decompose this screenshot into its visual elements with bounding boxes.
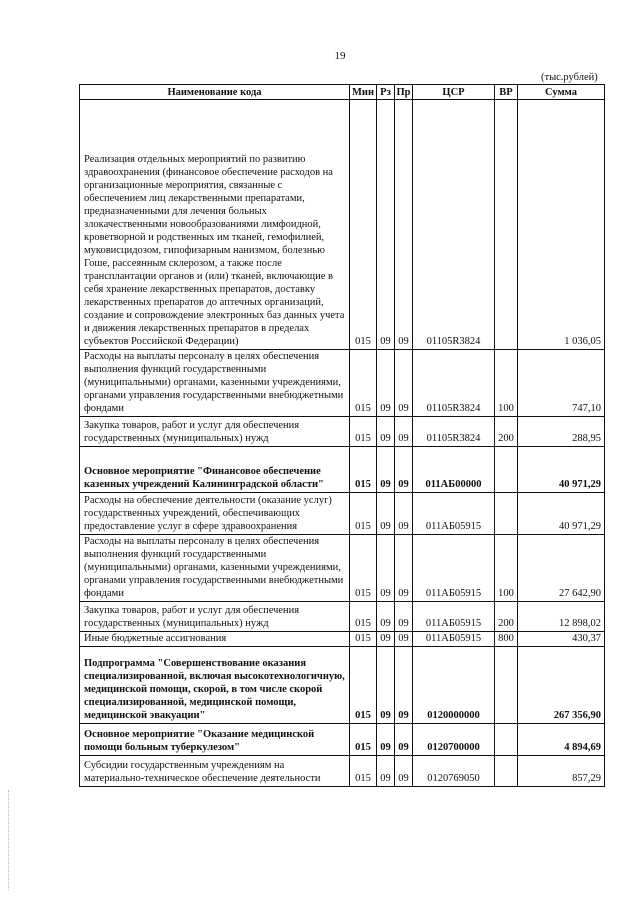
row-sum: 40 971,29 [518, 493, 605, 535]
row-vr [495, 447, 518, 493]
table-row [80, 447, 605, 493]
row-sum: 12 898,02 [518, 602, 605, 632]
row-rz: 09 [377, 647, 395, 724]
table-row [80, 756, 605, 787]
row-name: Подпрограмма "Совершенствование оказания специализированной, включая высокотехнологичную, медицинской помощи, скорой, в том числе скорой специализированной, медицинской помощи, медицинской эвакуации" [80, 647, 350, 724]
row-min: 015 [350, 632, 377, 647]
row-sum: 430,37 [518, 632, 605, 647]
row-rz: 09 [377, 602, 395, 632]
row-vr [495, 724, 518, 756]
row-pr: 09 [395, 350, 413, 417]
row-csr: 0120000000 [413, 647, 495, 724]
row-rz: 09 [377, 100, 395, 350]
row-sum: 857,29 [518, 756, 605, 787]
row-csr: 011АБ00000 [413, 447, 495, 493]
row-sum: 747,10 [518, 350, 605, 417]
row-sum: 288,95 [518, 417, 605, 447]
row-vr [495, 493, 518, 535]
row-csr: 011АБ05915 [413, 493, 495, 535]
row-name: Закупка товаров, работ и услуг для обеспечения государственных (муниципальных) нужд [80, 602, 350, 632]
row-pr: 09 [395, 647, 413, 724]
row-vr [495, 647, 518, 724]
row-min: 015 [350, 756, 377, 787]
header-csr: ЦСР [413, 85, 495, 100]
row-rz: 09 [377, 493, 395, 535]
header-min: Мин [350, 85, 377, 100]
row-vr: 100 [495, 535, 518, 602]
row-pr: 09 [395, 756, 413, 787]
row-vr: 200 [495, 417, 518, 447]
row-pr: 09 [395, 535, 413, 602]
row-vr [495, 756, 518, 787]
row-name: Расходы на выплаты персоналу в целях обеспечения выполнения функций государственными (муниципальными) органами, казенными учреждениями, органами управления государственными внебюджетными фондами [80, 535, 350, 602]
row-min: 015 [350, 602, 377, 632]
row-min: 015 [350, 493, 377, 535]
row-sum: 40 971,29 [518, 447, 605, 493]
table-row [80, 602, 605, 632]
units-label: (тыс.рублей) [541, 72, 598, 83]
header-sum: Сумма [518, 85, 605, 100]
table-row [80, 724, 605, 756]
row-min: 015 [350, 447, 377, 493]
row-sum: 267 356,90 [518, 647, 605, 724]
page-number: 19 [334, 50, 346, 62]
row-csr: 01105R3824 [413, 100, 495, 350]
row-name: Реализация отдельных мероприятий по развитию здравоохранения (финансовое обеспечение расходов на организационные мероприятия, связанные с обеспечением лиц лекарственными препаратами, предназначенными для лечения больных злокачественными новообразованиями лимфоидной, кроветворной и родственных им тканей, гемофилией, муковисцидозом, гипофизарным нанизмом, болезнью Гоше, рассеянным склерозом, а также после трансплантации органов и (или) тканей, включающие в себя хранение лекарственных препаратов, доставку лекарственных препаратов до аптечных организаций, создание и сопровождение электронных баз данных учета и движения лекарственных препаратов в пределах субъектов Российской Федерации) [80, 100, 350, 350]
row-min: 015 [350, 724, 377, 756]
row-name: Основное мероприятие "Оказание медицинской помощи больным туберкулезом" [80, 724, 350, 756]
row-vr [495, 100, 518, 350]
row-name: Иные бюджетные ассигнования [80, 632, 350, 647]
row-sum: 1 036,05 [518, 100, 605, 350]
row-csr: 011АБ05915 [413, 602, 495, 632]
row-vr: 800 [495, 632, 518, 647]
row-min: 015 [350, 100, 377, 350]
budget-table [79, 84, 605, 787]
row-csr: 011АБ05915 [413, 632, 495, 647]
header-vr: ВР [495, 85, 518, 100]
row-vr: 200 [495, 602, 518, 632]
table-row [80, 535, 605, 602]
header-rz: Рз [377, 85, 395, 100]
row-name: Закупка товаров, работ и услуг для обеспечения государственных (муниципальных) нужд [80, 417, 350, 447]
row-min: 015 [350, 350, 377, 417]
row-sum: 27 642,90 [518, 535, 605, 602]
row-pr: 09 [395, 100, 413, 350]
row-rz: 09 [377, 724, 395, 756]
row-rz: 09 [377, 756, 395, 787]
row-pr: 09 [395, 724, 413, 756]
header-pr: Пр [396, 86, 411, 98]
row-min: 015 [350, 647, 377, 724]
row-pr: 09 [395, 632, 413, 647]
table-row [80, 632, 605, 647]
row-rz: 09 [377, 447, 395, 493]
row-csr: 01105R3824 [413, 417, 495, 447]
table-row [80, 493, 605, 535]
table-row [80, 647, 605, 724]
row-min: 015 [350, 417, 377, 447]
header-name: Наименование кода [80, 85, 350, 100]
row-min: 015 [350, 535, 377, 602]
row-vr: 100 [495, 350, 518, 417]
row-csr: 01105R3824 [413, 350, 495, 417]
row-sum: 4 894,69 [518, 724, 605, 756]
row-name: Основное мероприятие "Финансовое обеспечение казенных учреждений Калининградской области" [80, 447, 350, 493]
table-row [80, 350, 605, 417]
scan-margin-artifact [8, 790, 11, 890]
row-csr: 011АБ05915 [413, 535, 495, 602]
row-pr: 09 [395, 447, 413, 493]
row-rz: 09 [377, 417, 395, 447]
row-pr: 09 [395, 493, 413, 535]
row-rz: 09 [377, 535, 395, 602]
table-row [80, 100, 605, 350]
row-rz: 09 [377, 632, 395, 647]
row-csr: 0120769050 [413, 756, 495, 787]
row-pr: 09 [395, 602, 413, 632]
row-rz: 09 [377, 350, 395, 417]
row-csr: 0120700000 [413, 724, 495, 756]
table-row [80, 417, 605, 447]
row-name: Субсидии государственным учреждениям на материально-техническое обеспечение деятельности [80, 756, 350, 787]
table-header-row [80, 85, 605, 100]
row-pr: 09 [395, 417, 413, 447]
row-name: Расходы на обеспечение деятельности (оказание услуг) государственных учреждений, обеспечивающих предоставление услуг в сфере здравоохранения [80, 493, 350, 535]
row-name: Расходы на выплаты персоналу в целях обеспечения выполнения функций государственными (муниципальными) органами, казенными учреждениями, органами управления государственными внебюджетными фондами [80, 350, 350, 417]
